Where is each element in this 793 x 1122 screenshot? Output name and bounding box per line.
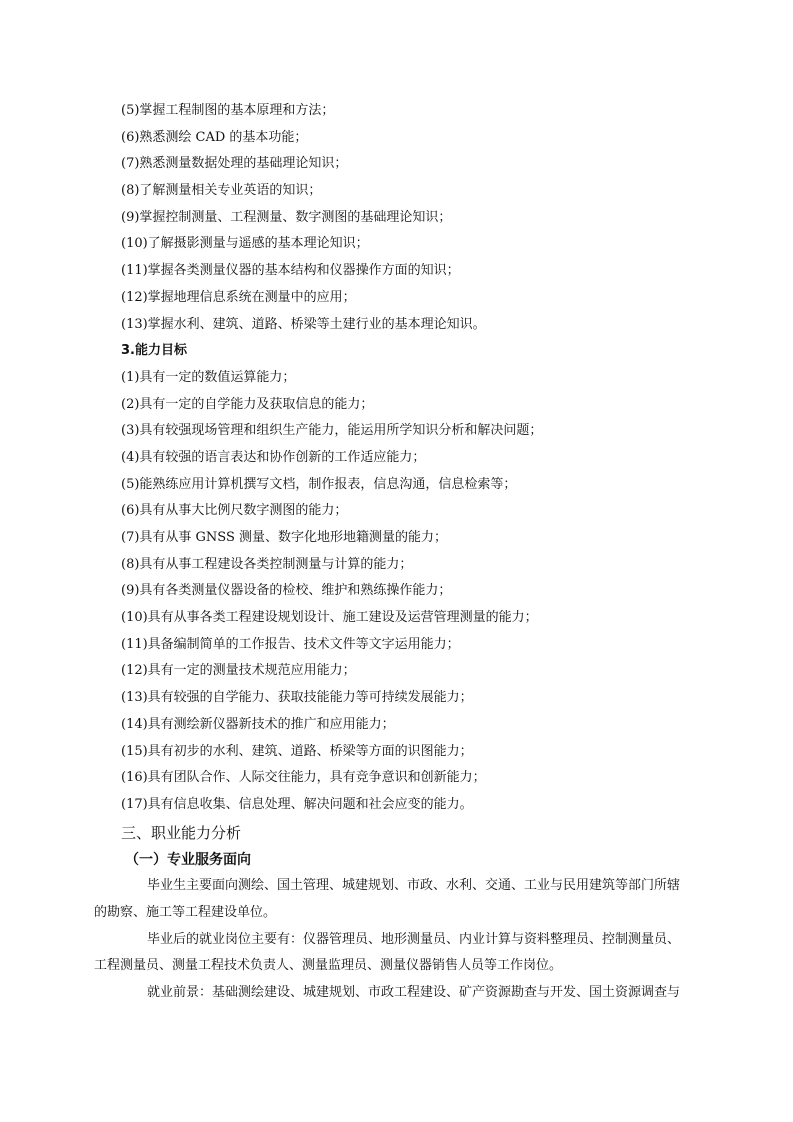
ability-item: (8)具有从事工程建设各类控制测量与计算的能力；: [121, 556, 413, 572]
ability-item: (5)能熟练应用计算机撰写文档，制作报表，信息沟通，信息检索等；: [121, 476, 517, 492]
ability-item: (17)具有信息收集、信息处理、解决问题和社会应变的能力。: [121, 796, 473, 812]
paragraph-line: 毕业后的就业岗位主要有：仪器管理员、地形测量员、内业计算与资料整理员、控制测量员、: [147, 931, 681, 947]
ability-item: (16)具有团队合作、人际交往能力，具有竞争意识和创新能力；: [121, 770, 486, 786]
paragraph-line: 就业前景：基础测绘建设、城建规划、市政工程建设、矿产资源勘查与开发、国土资源调查与: [147, 985, 681, 1000]
knowledge-item: (12)掌握地理信息系统在测量中的应用；: [121, 289, 356, 305]
paragraph-line: 工程测量员、测量工程技术负责人、测量监理员、测量仪器销售人员等工作岗位。: [94, 958, 563, 974]
ability-item: (13)具有较强的自学能力、获取技能能力等可持续发展能力；: [121, 690, 473, 706]
knowledge-item: (13)掌握水利、建筑、道路、桥梁等土建行业的基本理论知识。: [121, 316, 486, 332]
paragraph-service: [94, 873, 721, 926]
paragraph-prospects: [121, 980, 721, 1007]
document-content: [94, 98, 721, 1007]
ability-item: (10)具有从事各类工程建设规划设计、施工建设及运营管理测量的能力；: [121, 610, 538, 626]
ability-item: (1)具有一定的数值运算能力；: [121, 369, 296, 385]
knowledge-item: (10)了解摄影测量与遥感的基本理论知识；: [121, 236, 369, 252]
knowledge-item: (8)了解测量相关专业英语的知识；: [121, 183, 322, 199]
knowledge-item: (6)熟悉测绘 CAD 的基本功能；: [121, 129, 308, 145]
section-heading: 三、职业能力分析: [121, 823, 242, 842]
ability-list: [121, 365, 721, 819]
knowledge-item: (9)掌握控制测量、工程测量、数字测图的基础理论知识；: [121, 209, 452, 225]
ability-heading: 3.能力目标: [121, 343, 187, 359]
ability-item: (9)具有各类测量仪器设备的检校、维护和熟练操作能力；: [121, 583, 452, 599]
knowledge-list: [121, 98, 721, 338]
subsection-heading: （一）专业服务面向: [125, 851, 251, 868]
knowledge-item: (5)掌握工程制图的基本原理和方法；: [121, 103, 335, 118]
paragraph-line: 的勘察、施工等工程建设单位。: [94, 904, 277, 920]
ability-item: (15)具有初步的水利、建筑、道路、桥梁等方面的识图能力；: [121, 743, 473, 759]
ability-item: (4)具有较强的语言表达和协作创新的工作适应能力；: [121, 449, 426, 465]
paragraph-positions: [94, 927, 721, 980]
ability-item: (3)具有较强现场管理和组织生产能力，能运用所学知识分析和解决问题；: [121, 423, 543, 439]
ability-item: (6)具有从事大比例尺数字测图的能力；: [121, 503, 348, 519]
ability-item: (2)具有一定的自学能力及获取信息的能力；: [121, 396, 374, 412]
ability-item: (11)具备编制简单的工作报告、技术文件等文字运用能力；: [121, 636, 460, 652]
knowledge-item: (7)熟悉测量数据处理的基础理论知识；: [121, 156, 348, 172]
ability-item: (12)具有一定的测量技术规范应用能力；: [121, 663, 356, 679]
knowledge-item: (11)掌握各类测量仪器的基本结构和仪器操作方面的知识；: [121, 263, 460, 279]
paragraph-line: 毕业生主要面向测绘、国土管理、城建规划、市政、水利、交通、工业与民用建筑等部门所辖: [147, 878, 681, 894]
ability-item: (14)具有测绘新仪器新技术的推广和应用能力；: [121, 716, 395, 732]
ability-item: (7)具有从事 GNSS 测量、数字化地形地籍测量的能力；: [121, 530, 448, 545]
